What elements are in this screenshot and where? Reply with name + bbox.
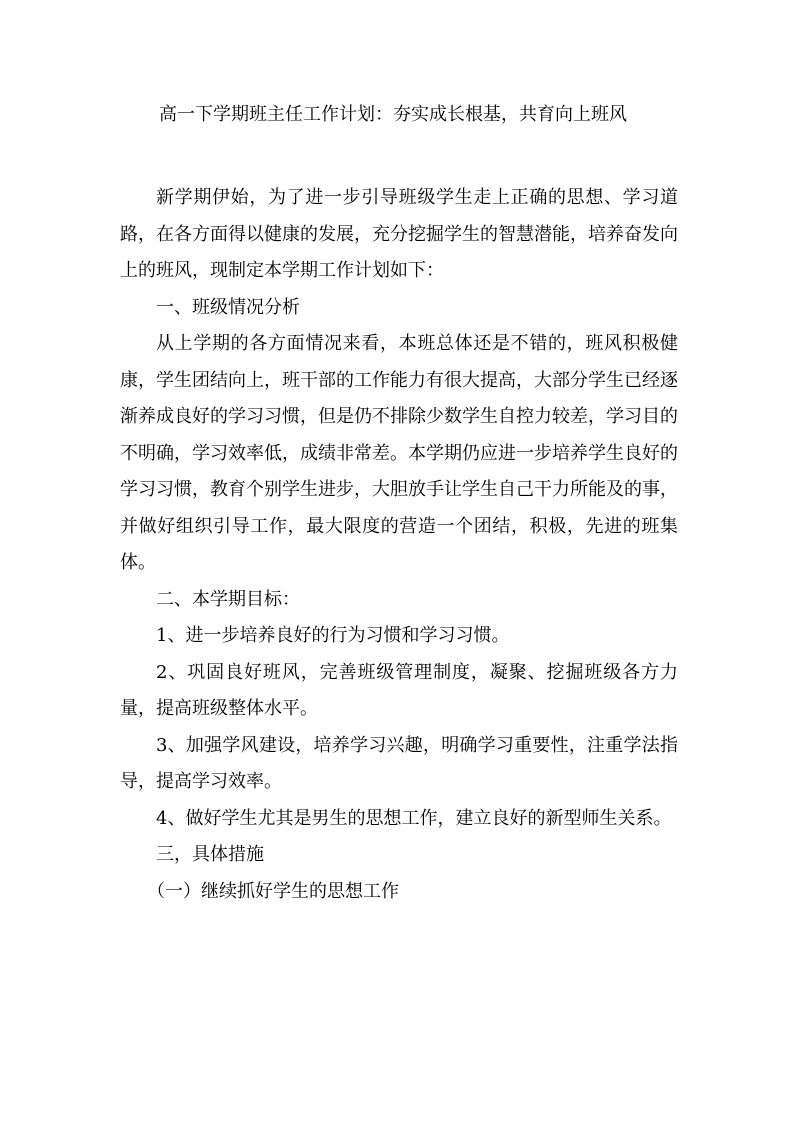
section-heading-measures: 三，具体措施	[156, 844, 264, 865]
document-body	[120, 180, 678, 910]
subsection-heading-thought-work: （一）继续抓好学生的思想工作	[147, 880, 399, 902]
goal-item-1: 1、进一步培养良好的行为习惯和学习习惯。	[156, 625, 510, 646]
goal-item-2: 2、巩固良好班风，完善班级管理制度，凝聚、挖掘班级各方力量，提高班级整体水平。	[120, 661, 678, 719]
class-analysis-paragraph: 从上学期的各方面情况来看，本班总体还是不错的，班风积极健康，学生团结向上，班干部的工作能力有很大提高，大部分学生已经逐渐养成良好的学习习惯，但是仍不排除少数学生自控力较差，学习目的不明确，学习效率低，成绩非常差。本学期仍应进一步培养学生良好的学习习惯，教育个别学生进步，大胆放手让学生自己干力所能及的事，并做好组织引导工作，最大限度的营造一个团结，积极，先进的班集体。	[120, 333, 678, 573]
goal-item-3: 3、加强学风建设，培养学习兴趣，明确学习重要性，注重学法指导，提高学习效率。	[120, 734, 678, 792]
document-title: 高一下学期班主任工作计划：夯实成长根基，共育向上班风	[159, 104, 627, 125]
section-heading-goals: 二、本学期目标：	[156, 588, 300, 610]
goal-item-4: 4、做好学生尤其是男生的思想工作，建立良好的新型师生关系。	[156, 807, 672, 829]
section-heading-class-analysis: 一、班级情况分析	[156, 296, 300, 318]
intro-paragraph: 新学期伊始，为了进一步引导班级学生走上正确的思想、学习道路，在各方面得以健康的发展，充分挖掘学生的智慧潜能，培养奋发向上的班风，现制定本学期工作计划如下：	[120, 187, 678, 281]
